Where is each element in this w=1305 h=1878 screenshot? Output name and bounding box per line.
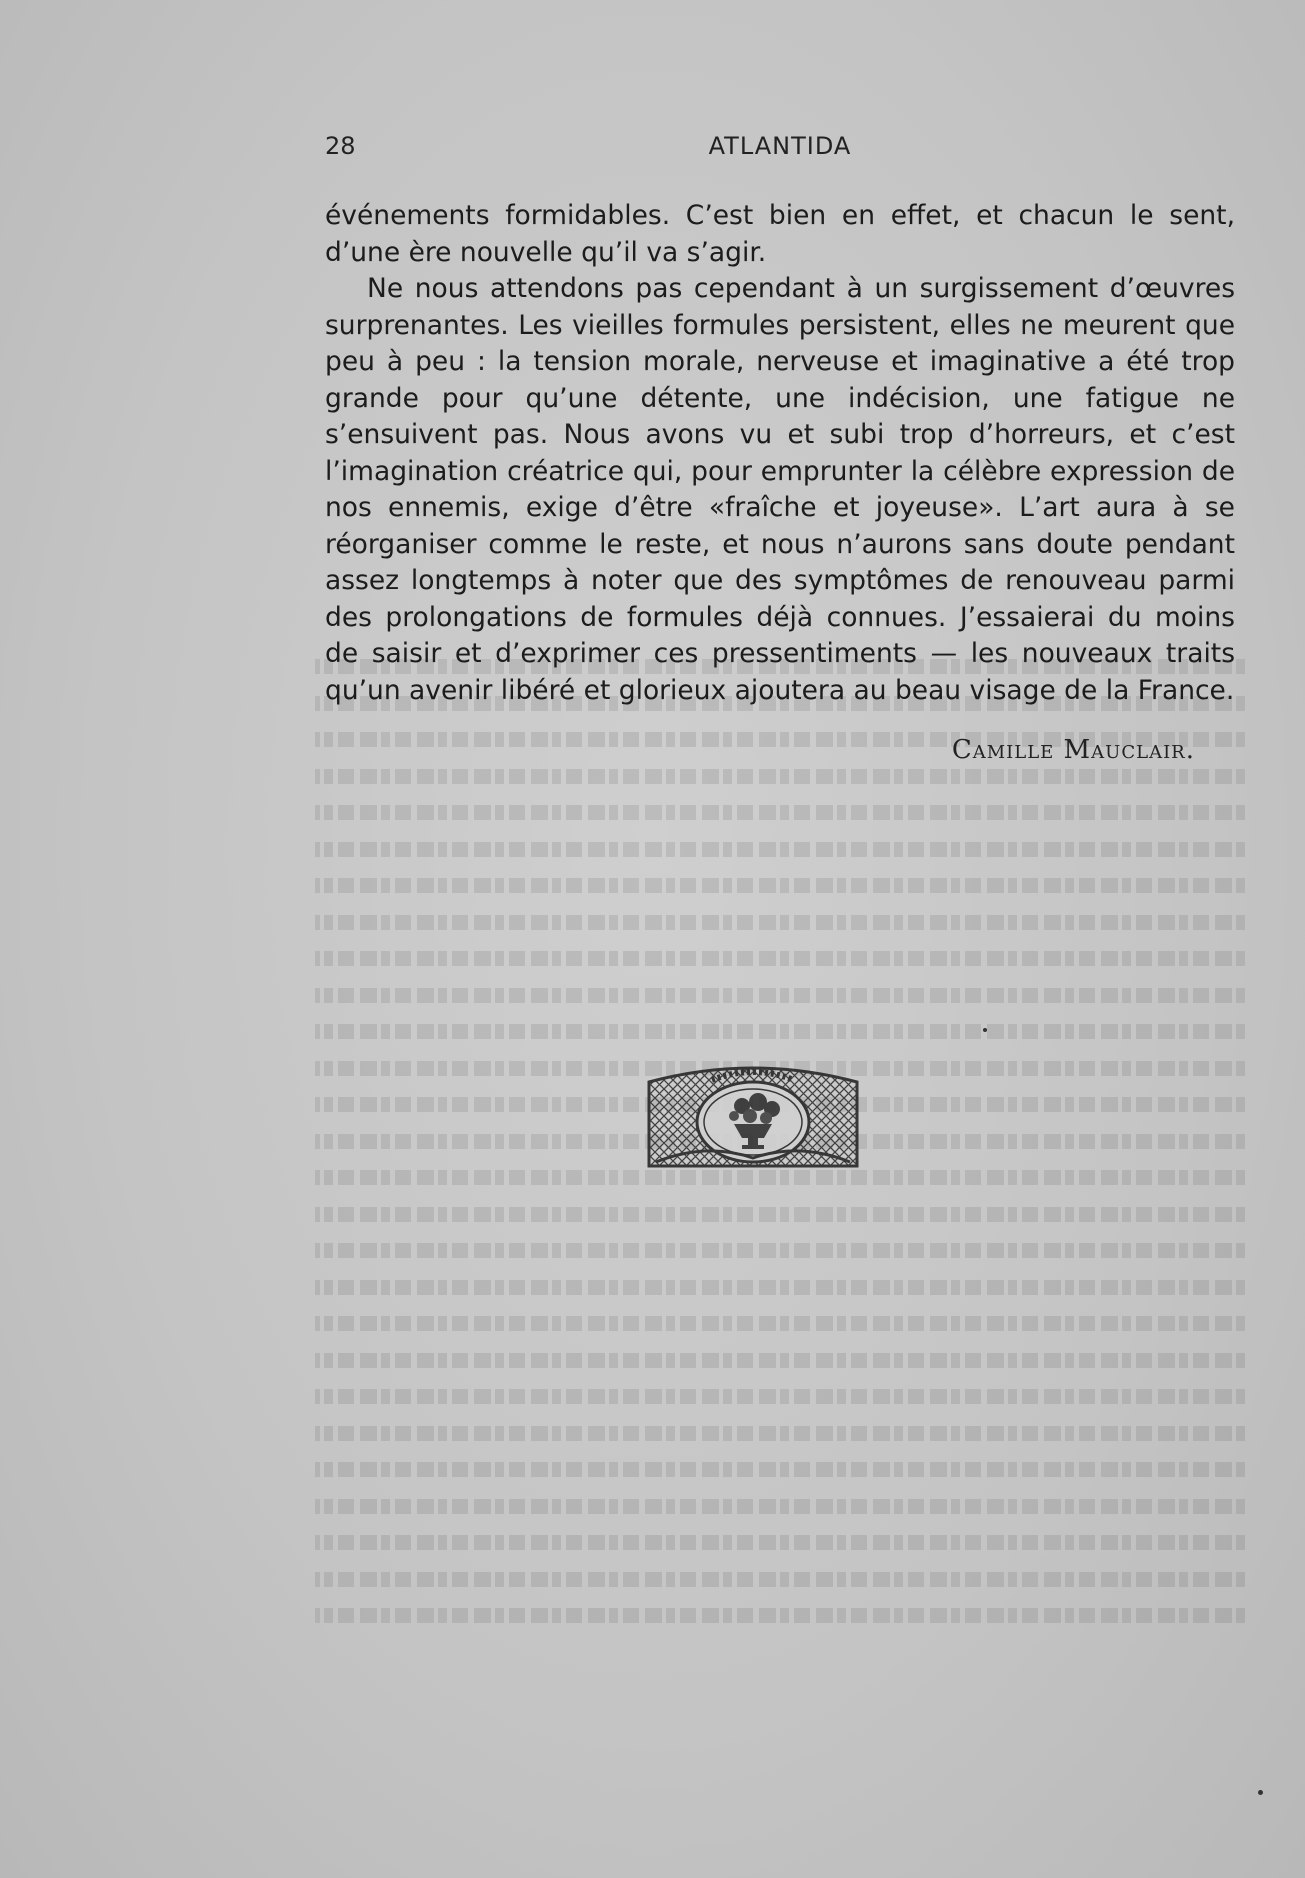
- body-text: [325, 198, 1235, 709]
- paragraph: Ne nous attendons pas cependant à un surgissement d’œuvres surprenantes. Les vieilles formules persistent, elles ne meurent que peu à peu : la tension morale, nerveuse et imaginative a été trop grande pour qu’une détente, une indécision, une fatigue ne s’ensuivent pas. Nous avons vu et subi trop d’horreurs, et c’est l’imagination créatrice qui, pour emprunter la célèbre expression de nos ennemis, exige d’être «fraîche et joyeuse». L’art aura à se réorganiser comme le reste, et nous n’aurons sans doute pendant assez longtemps à noter que des symptômes de renouveau parmi des prolongations de formules déjà connues. J’essaierai du moins de saisir et d’exprimer ces pressentiments — les nouveaux traits qu’un avenir libéré et glorieux ajoutera au beau visage de la France.: [325, 273, 1235, 706]
- author-signature: [952, 735, 1195, 765]
- page-number: 28: [325, 132, 356, 160]
- flower-basket-ornament-icon: [646, 1062, 860, 1170]
- paper-speck: [983, 1028, 987, 1032]
- running-title: ATLANTIDA: [708, 132, 852, 160]
- page-header: [325, 132, 1235, 166]
- paragraph: événements formidables. C’est bien en effet, et chacun le sent, d’une ère nouvelle qu’il va s’agir.: [325, 200, 1235, 268]
- paper-speck: [1258, 1790, 1263, 1795]
- author-name: Camille Mauclair.: [951, 735, 1195, 765]
